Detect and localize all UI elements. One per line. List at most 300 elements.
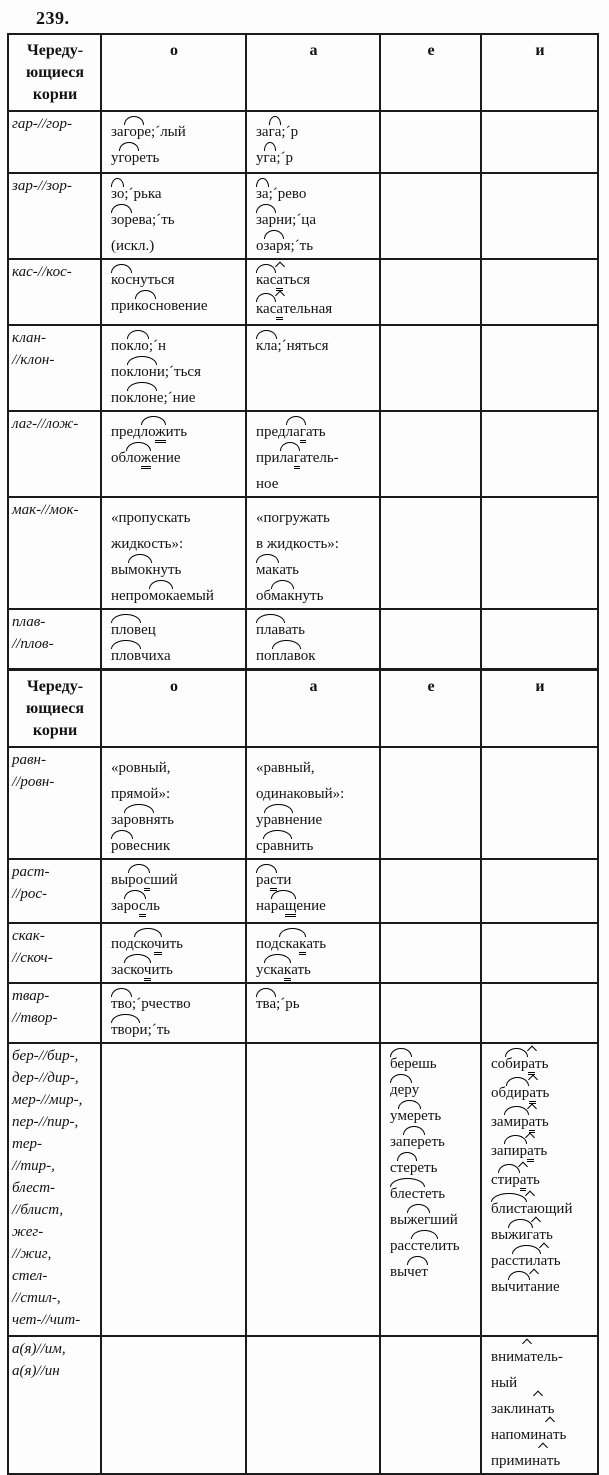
header-root-col [8, 34, 101, 111]
root-arc: клон [126, 390, 157, 406]
data-row [8, 411, 598, 497]
suffix-caret: а [527, 1143, 534, 1162]
root-label-line: жег- [12, 1224, 44, 1240]
header-root-line: ющиеся [25, 700, 84, 717]
text-segment: ль [145, 898, 160, 914]
root-label-line: //блист, [12, 1202, 64, 1218]
cell-a [246, 1336, 380, 1474]
word-line [491, 1201, 595, 1217]
text-segment: об [111, 450, 127, 466]
root-arc: га [263, 150, 277, 166]
text-segment: на [256, 898, 271, 914]
text-segment: вним [491, 1349, 524, 1365]
word-line [256, 760, 377, 776]
text-segment: об [256, 588, 272, 604]
root-label-line: кас-//кос- [12, 264, 72, 280]
word-line [256, 424, 377, 440]
header-row [8, 670, 598, 748]
root-label-cell [8, 411, 101, 497]
text-segment: ло [140, 424, 156, 440]
text-segment: ать [291, 962, 311, 978]
text-segment: «пропускать [111, 510, 191, 526]
text-segment: ;´рька [124, 186, 162, 202]
word-line [256, 476, 377, 492]
cell-o [101, 259, 246, 325]
root-label-line: //скоч- [12, 950, 53, 966]
suffix-caret: а [534, 1401, 542, 1417]
text-segment: ра [270, 898, 285, 914]
word-line [390, 1238, 478, 1254]
text-segment: ить [165, 424, 188, 440]
suffix-caret: а [528, 1056, 535, 1075]
text-segment: ска [263, 962, 284, 978]
text-segment: ;´рчество [132, 996, 191, 1012]
root-label-line: мак-//мок- [12, 502, 79, 518]
text-segment: «ровный, [111, 760, 171, 776]
root-arc: пир [503, 1143, 528, 1159]
text-segment: у [256, 150, 264, 166]
text-segment: за [491, 1114, 504, 1130]
text-segment: по [111, 338, 127, 354]
text-segment: тель- [530, 1349, 563, 1365]
cell-a [246, 983, 380, 1043]
cell-o [101, 325, 246, 411]
cell-i [481, 1336, 598, 1474]
alternating-roots-table [7, 33, 599, 1475]
suffix-caret: а [540, 1453, 547, 1469]
word-line [390, 1082, 478, 1098]
root-arc: плов [111, 648, 142, 664]
text-segment: вы [491, 1279, 509, 1295]
cell-a [246, 859, 380, 923]
cell-o [101, 1043, 246, 1336]
suffix-caret: а [526, 1201, 534, 1217]
data-row [8, 173, 598, 259]
word-line [256, 648, 377, 664]
root-arc: кас [256, 272, 277, 288]
root-label-line: //твор- [12, 1010, 58, 1026]
root-label-line: равн- [12, 752, 46, 768]
root-arc [124, 898, 146, 914]
word-line [256, 301, 377, 320]
cell-o [101, 411, 246, 497]
cell-a [246, 609, 380, 670]
root-label-line: скак- [12, 928, 45, 944]
word-line [111, 364, 243, 380]
header-root-line: Череду- [26, 678, 84, 695]
text-segment: с [256, 838, 263, 854]
text-segment: вы [111, 872, 129, 888]
text-segment: еть [417, 1160, 438, 1176]
word-line [491, 1056, 595, 1075]
text-segment: ска [278, 936, 300, 952]
word-line [256, 536, 377, 552]
text-segment: ть [547, 1253, 561, 1269]
root-label-line: пер-//пир-, [12, 1114, 79, 1130]
cell-i [481, 1043, 598, 1336]
cell-o [101, 173, 246, 259]
root-arc: клон [126, 364, 157, 380]
word-line [256, 562, 377, 578]
text-segment: нуться [132, 272, 175, 288]
header-root-line: корни [32, 86, 78, 103]
root-arc: плов [111, 622, 142, 638]
root-label-line: бер-//бир-, [12, 1048, 79, 1064]
cell-e [380, 1043, 481, 1336]
root-arc: мир [503, 1114, 529, 1130]
cell-e [380, 609, 481, 670]
cell-o [101, 609, 246, 670]
text-segment: пред [111, 424, 141, 440]
header-vowel-о: о [101, 34, 246, 111]
root-label-cell [8, 259, 101, 325]
root-arc: равн [262, 838, 292, 854]
word-line [111, 1022, 243, 1038]
root-label-cell [8, 325, 101, 411]
cell-i [481, 411, 598, 497]
marked-letter: к [299, 936, 306, 955]
marked-letter: щ [285, 898, 297, 917]
root-label-line: стел- [12, 1268, 48, 1284]
header-root-line: ющиеся [25, 64, 84, 81]
word-line [256, 124, 377, 140]
root-arc: зор [111, 212, 132, 228]
root-label-cell [8, 1336, 101, 1474]
root-label-line: зар-//зор- [12, 178, 72, 194]
word-line [111, 510, 243, 526]
text-segment: е;´ние [156, 390, 196, 406]
root-label-cell [8, 609, 101, 670]
word-line [491, 1172, 595, 1191]
marked-letter: ч [154, 936, 162, 955]
cell-i [481, 859, 598, 923]
text-segment: об [491, 1085, 507, 1101]
cell-a [246, 259, 380, 325]
root-arc: за [256, 186, 269, 202]
text-segment: ать [306, 936, 327, 952]
root-arc [126, 450, 151, 466]
word-line [256, 622, 377, 638]
word-line [256, 962, 377, 978]
text-segment: ро [128, 872, 144, 888]
word-line [491, 1349, 595, 1365]
root-arc: мак [256, 562, 280, 578]
suffix-caret: а [530, 1279, 537, 1295]
text-segment: ться [283, 272, 311, 288]
text-segment: ить [151, 962, 173, 978]
text-segment: вы [491, 1227, 509, 1243]
text-segment: ло [126, 450, 141, 466]
root-label-line: тер- [12, 1136, 42, 1152]
text-segment: и;´ться [156, 364, 201, 380]
root-arc [128, 872, 150, 888]
word-line [111, 786, 243, 802]
root-arc: плав [256, 622, 286, 638]
word-line [111, 424, 243, 440]
text-segment: ать [285, 622, 305, 638]
text-segment: ешь [411, 1056, 437, 1072]
cell-i [481, 173, 598, 259]
root-arc: пер [402, 1134, 425, 1150]
text-segment: ;´рево [268, 186, 307, 202]
cell-i [481, 923, 598, 983]
suffix-caret: а [520, 1172, 527, 1191]
text-segment: ить [438, 1238, 460, 1254]
text-segment: ение [296, 898, 326, 914]
header-vowel-и: и [481, 670, 598, 748]
word-line [111, 338, 243, 354]
cell-o [101, 859, 246, 923]
cell-o [101, 497, 246, 609]
text-segment: за [111, 124, 124, 140]
root-arc: жиг [508, 1227, 533, 1243]
cell-i [481, 259, 598, 325]
root-arc: га [268, 124, 282, 140]
text-segment: по [256, 648, 272, 664]
root-arc: кла [256, 338, 278, 354]
data-row [8, 609, 598, 670]
word-line [111, 898, 243, 914]
cell-a [246, 497, 380, 609]
text-segment: ющий [533, 1201, 573, 1217]
root-arc [279, 936, 307, 952]
root-label-line: //клон- [12, 352, 55, 368]
text-segment: тельная [283, 301, 333, 317]
text-segment: вы [390, 1212, 408, 1228]
text-segment: (искл.) [111, 238, 155, 254]
text-segment: ра [256, 872, 271, 888]
text-segment: ить [161, 936, 184, 952]
root-arc: чет [407, 1264, 428, 1280]
text-segment: нуть [294, 588, 324, 604]
word-line [111, 648, 243, 664]
cell-i [481, 609, 598, 670]
word-line [256, 510, 377, 526]
root-arc: бер [390, 1056, 412, 1072]
text-segment: за [111, 898, 124, 914]
word-line [111, 622, 243, 638]
word-line [111, 562, 243, 578]
root-label-cell [8, 747, 101, 859]
cell-e [380, 983, 481, 1043]
text-segment: ное [256, 476, 279, 492]
word-line [256, 872, 377, 888]
cell-e [380, 1336, 481, 1474]
word-line [111, 872, 243, 888]
cell-a [246, 111, 380, 173]
root-label-line: //стил-, [12, 1290, 61, 1306]
root-arc: тер [396, 1160, 418, 1176]
text-segment: нуть [152, 562, 182, 578]
text-segment: о [256, 238, 264, 254]
marked-letter: с [144, 872, 151, 891]
text-segment: еть [424, 1134, 445, 1150]
word-line [256, 150, 377, 166]
root-label-line: дер-//дир-, [12, 1070, 79, 1086]
root-arc: кос [111, 272, 133, 288]
root-arc [264, 962, 292, 978]
word-line [111, 272, 243, 288]
word-line [491, 1279, 595, 1295]
text-segment: одинаковый»: [256, 786, 345, 802]
text-segment: напомин [491, 1427, 547, 1443]
root-arc: гор [123, 124, 145, 140]
root-label-line: раст- [12, 864, 50, 880]
header-vowel-е: е [380, 670, 481, 748]
text-segment: ева;´ть [131, 212, 175, 228]
root-label-cell [8, 1043, 101, 1336]
root-arc: зо [111, 186, 125, 202]
root-arc: дер [390, 1082, 412, 1098]
word-line [111, 962, 243, 978]
word-line [111, 760, 243, 776]
word-line [111, 588, 243, 604]
header-root-line: корни [32, 722, 78, 739]
text-segment: ать [305, 424, 326, 440]
root-arc: твор [111, 1022, 140, 1038]
root-label-cell [8, 983, 101, 1043]
root-arc [256, 872, 277, 888]
word-line [256, 186, 377, 202]
suffix-caret: а [529, 1085, 536, 1104]
header-root-line: Череду- [26, 42, 84, 59]
root-label-line: //тир-, [12, 1158, 55, 1174]
text-segment: за [111, 812, 124, 828]
cell-a [246, 325, 380, 411]
root-label-line: //ровн- [12, 774, 55, 790]
text-segment: еть [425, 1186, 446, 1202]
cell-e [380, 923, 481, 983]
root-label-line: //плов- [12, 636, 54, 652]
data-row [8, 325, 598, 411]
header-vowel-и: и [481, 34, 598, 111]
data-row [8, 111, 598, 173]
data-row [8, 1336, 598, 1474]
text-segment: атель- [299, 450, 339, 466]
text-segment: рас [390, 1238, 411, 1254]
root-arc: ровн [123, 812, 154, 828]
text-segment: с [390, 1160, 397, 1176]
cell-e [380, 497, 481, 609]
suffix-caret: а [529, 1114, 536, 1133]
text-segment: я;´ть [283, 238, 314, 254]
text-segment: ро [123, 898, 139, 914]
header-vowel-е: е [380, 34, 481, 111]
text-segment: пред [256, 424, 286, 440]
data-row [8, 259, 598, 325]
word-line [111, 186, 243, 202]
root-arc: стел [410, 1238, 439, 1254]
text-segment: ла [279, 450, 294, 466]
text-segment: с [491, 1172, 498, 1188]
text-segment: по [111, 390, 127, 406]
root-arc: тир [497, 1172, 520, 1188]
word-line [256, 212, 377, 228]
word-line [390, 1212, 478, 1228]
word-line [256, 898, 377, 914]
exercise-number: 239. [36, 8, 70, 28]
word-line [491, 1401, 595, 1417]
text-segment: при [111, 298, 135, 314]
root-arc: тва [256, 996, 277, 1012]
text-segment: вы [390, 1264, 408, 1280]
cell-o [101, 1336, 246, 1474]
text-segment: за [390, 1134, 403, 1150]
cell-i [481, 747, 598, 859]
cell-e [380, 259, 481, 325]
text-segment: при [256, 450, 280, 466]
text-segment: ный [491, 1375, 518, 1391]
text-segment: еть [139, 150, 160, 166]
text-segment: за [491, 1143, 504, 1159]
word-line [256, 450, 377, 466]
text-segment: примин [491, 1453, 541, 1469]
cell-o [101, 923, 246, 983]
marked-letter: с [139, 898, 146, 917]
text-segment: за [111, 962, 124, 978]
cell-a [246, 923, 380, 983]
root-label-line: гар-//гор- [12, 116, 73, 132]
text-segment: ;´н [148, 338, 167, 354]
root-arc [141, 424, 166, 440]
text-segment: в жидкость»: [256, 536, 339, 552]
text-segment: ать [279, 562, 300, 578]
word-line [256, 996, 377, 1012]
text-segment: е;´лый [144, 124, 186, 140]
text-segment: еть [421, 1108, 442, 1124]
data-row [8, 1043, 598, 1336]
word-line [256, 838, 377, 854]
text-segment: ший [430, 1212, 458, 1228]
word-line [256, 786, 377, 802]
marked-letter: ж [141, 450, 151, 469]
root-label-line: а(я)//ин [12, 1363, 60, 1379]
suffix-caret: а [523, 1349, 531, 1365]
word-line [491, 1227, 595, 1243]
root-label-line: //жиг, [12, 1246, 52, 1262]
suffix-caret: а [540, 1253, 548, 1269]
marked-letter: с [270, 872, 277, 891]
word-line [491, 1375, 595, 1391]
root-arc: кос [134, 298, 156, 314]
text-segment: ;´р [281, 124, 299, 140]
cell-i [481, 111, 598, 173]
word-line [390, 1134, 478, 1150]
root-label-line: твар- [12, 988, 50, 1004]
cell-e [380, 325, 481, 411]
text-segment: и;´ть [139, 1022, 171, 1038]
text-segment: ско [133, 936, 155, 952]
marked-letter: ж [155, 424, 165, 443]
cell-o [101, 111, 246, 173]
root-arc: блист [491, 1201, 527, 1217]
text-segment: ец [141, 622, 156, 638]
word-line [256, 272, 377, 291]
text-segment: за [256, 124, 269, 140]
root-arc: равн [263, 812, 293, 828]
text-segment: ти [276, 872, 292, 888]
text-segment: ение [292, 812, 323, 828]
root-arc: мок [128, 562, 153, 578]
root-label-line: клан- [12, 330, 46, 346]
root-arc: стил [511, 1253, 541, 1269]
word-line [111, 124, 243, 140]
word-line [491, 1253, 595, 1269]
text-segment: у [256, 962, 264, 978]
root-label-line: блест- [12, 1180, 56, 1196]
text-segment: ть [535, 1114, 549, 1130]
text-segment: ла [285, 424, 300, 440]
